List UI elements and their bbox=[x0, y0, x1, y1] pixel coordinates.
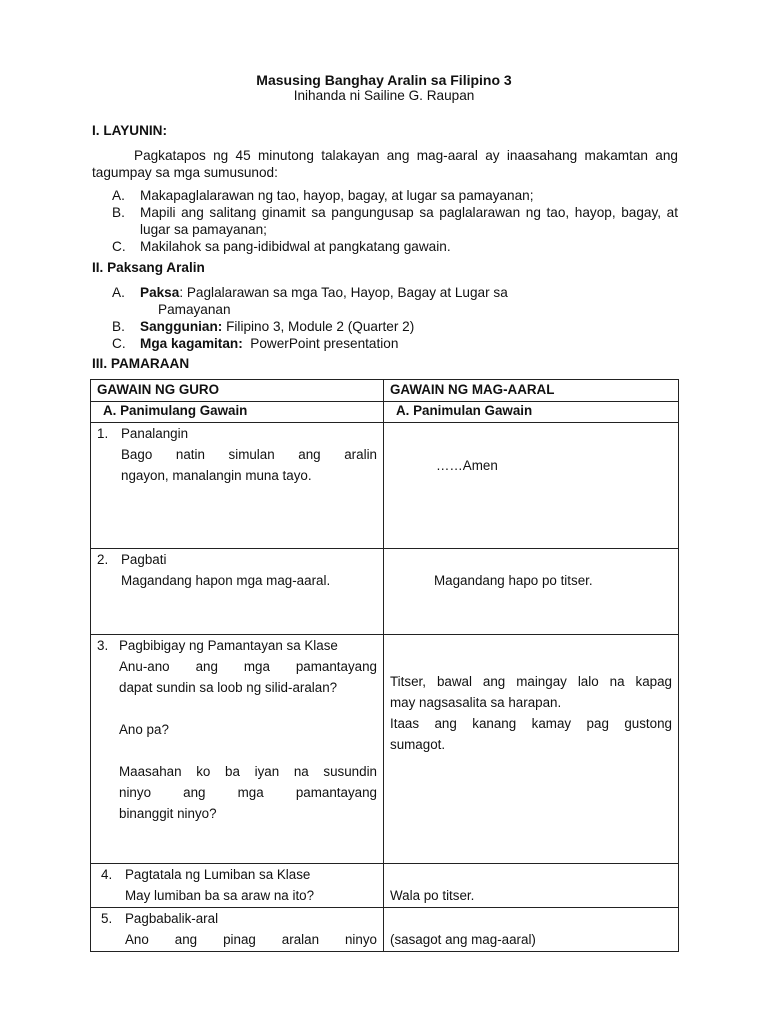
table-row bbox=[91, 635, 679, 864]
table-row bbox=[91, 908, 679, 952]
item-label: Sanggunian: bbox=[140, 319, 223, 334]
list-marker: A. bbox=[112, 188, 125, 203]
item-text: : Paglalarawan sa mga Tao, Hayop, Bagay at Lugar sa bbox=[179, 285, 508, 300]
student-cell bbox=[384, 635, 679, 864]
item-text: PowerPoint presentation bbox=[242, 336, 399, 351]
table-subheader-row bbox=[91, 402, 679, 423]
section-heading-pamaraan: III. PAMARAAN bbox=[92, 356, 190, 371]
student-line: may nagsasalita sa harapan. bbox=[390, 695, 562, 710]
student-line: sumagot. bbox=[390, 737, 446, 752]
teacher-line: Anu-ano ang mga pamantayang bbox=[119, 659, 377, 674]
teacher-line: ngayon, manalangin muna tayo. bbox=[121, 468, 312, 483]
layunin-item bbox=[112, 238, 678, 255]
document-author: Inihanda ni Sailine G. Raupan bbox=[293, 88, 475, 103]
table-header-row bbox=[91, 380, 679, 402]
section-heading-paksang-aralin: II. Paksang Aralin bbox=[92, 260, 205, 275]
teacher-line: binanggit ninyo? bbox=[119, 806, 217, 821]
list-marker: B. bbox=[112, 319, 125, 334]
table-row bbox=[91, 864, 679, 908]
teacher-cell bbox=[91, 423, 384, 549]
item-label: Mga kagamitan: bbox=[140, 336, 243, 351]
step-title: Pagtatala ng Lumiban sa Klase bbox=[125, 867, 311, 882]
table-row bbox=[91, 423, 679, 549]
layunin-item bbox=[112, 187, 678, 204]
step-title: Pagbabalik-aral bbox=[125, 911, 219, 926]
teacher-line: Bago natin simulan ang aralin bbox=[121, 447, 377, 462]
teacher-cell bbox=[91, 864, 384, 908]
teacher-cell bbox=[91, 635, 384, 864]
layunin-list bbox=[112, 187, 678, 255]
kagamitan-item bbox=[112, 335, 678, 352]
list-marker: C. bbox=[112, 336, 126, 351]
sanggunian-item bbox=[112, 318, 678, 335]
student-line: Magandang hapo po titser. bbox=[434, 573, 593, 588]
step-number: 1. bbox=[97, 426, 109, 441]
teacher-cell bbox=[91, 549, 384, 635]
col-header-student: GAWAIN NG MAG-AARAL bbox=[384, 380, 679, 402]
layunin-item bbox=[112, 204, 678, 238]
step-number: 4. bbox=[101, 867, 113, 882]
student-line: ……Amen bbox=[436, 458, 498, 473]
layunin-intro-text: Pagkatapos ng 45 minutong talakayan ang mag-aaral ay inaasahang makamtan ang tagumpay sa mga sumusunod: bbox=[92, 148, 678, 180]
document-title: Masusing Banghay Aralin sa Filipino 3 bbox=[256, 72, 512, 88]
item-label: Paksa bbox=[140, 285, 180, 300]
paksang-aralin-list bbox=[112, 284, 678, 352]
teacher-cell bbox=[91, 908, 384, 952]
paksa-item bbox=[112, 284, 678, 318]
step-title: Pagbati bbox=[121, 552, 167, 567]
item-text-continued: Pamayanan bbox=[158, 302, 231, 317]
subheader-teacher: A. Panimulang Gawain bbox=[91, 402, 384, 423]
item-text: Filipino 3, Module 2 (Quarter 2) bbox=[222, 319, 415, 334]
student-line: Itaas ang kanang kamay pag gustong bbox=[390, 716, 672, 731]
list-item-text: Makilahok sa pang-idibidwal at pangkatang gawain. bbox=[140, 239, 451, 254]
student-cell bbox=[384, 423, 679, 549]
student-cell bbox=[384, 908, 679, 952]
student-line: Wala po titser. bbox=[390, 888, 475, 903]
step-title: Panalangin bbox=[121, 426, 189, 441]
teacher-line: ninyo ang mga pamantayang bbox=[119, 785, 377, 800]
list-marker: B. bbox=[112, 205, 125, 220]
student-line: (sasagot ang mag-aaral) bbox=[390, 932, 536, 947]
subheader-student: A. Panimulan Gawain bbox=[384, 402, 679, 423]
step-number: 2. bbox=[97, 552, 109, 567]
list-item-text: Makapaglalarawan ng tao, hayop, bagay, at lugar sa pamayanan; bbox=[140, 188, 534, 203]
lesson-procedure-table bbox=[90, 379, 679, 952]
layunin-intro bbox=[92, 147, 678, 181]
student-cell bbox=[384, 549, 679, 635]
section-heading-layunin: I. LAYUNIN: bbox=[92, 123, 168, 138]
teacher-line: Maasahan ko ba iyan na susundin bbox=[119, 764, 377, 779]
teacher-line: Magandang hapon mga mag-aaral. bbox=[121, 573, 331, 588]
col-header-teacher: GAWAIN NG GURO bbox=[91, 380, 384, 402]
teacher-line: dapat sundin sa loob ng silid-aralan? bbox=[119, 680, 338, 695]
teacher-line: May lumiban ba sa araw na ito? bbox=[125, 888, 315, 903]
student-line: Titser, bawal ang maingay lalo na kapag bbox=[390, 674, 672, 689]
table-row bbox=[91, 549, 679, 635]
teacher-line: Ano pa? bbox=[119, 722, 169, 737]
step-number: 3. bbox=[97, 638, 109, 653]
student-cell bbox=[384, 864, 679, 908]
list-marker: C. bbox=[112, 239, 126, 254]
teacher-line: Ano ang pinag aralan ninyo bbox=[125, 932, 377, 947]
step-number: 5. bbox=[101, 911, 113, 926]
step-title: Pagbibigay ng Pamantayan sa Klase bbox=[119, 638, 338, 653]
list-marker: A. bbox=[112, 285, 125, 300]
list-item-text: Mapili ang salitang ginamit sa pangungusap sa paglalarawan ng tao, hayop, bagay, at lugar sa pamayanan; bbox=[140, 205, 678, 237]
